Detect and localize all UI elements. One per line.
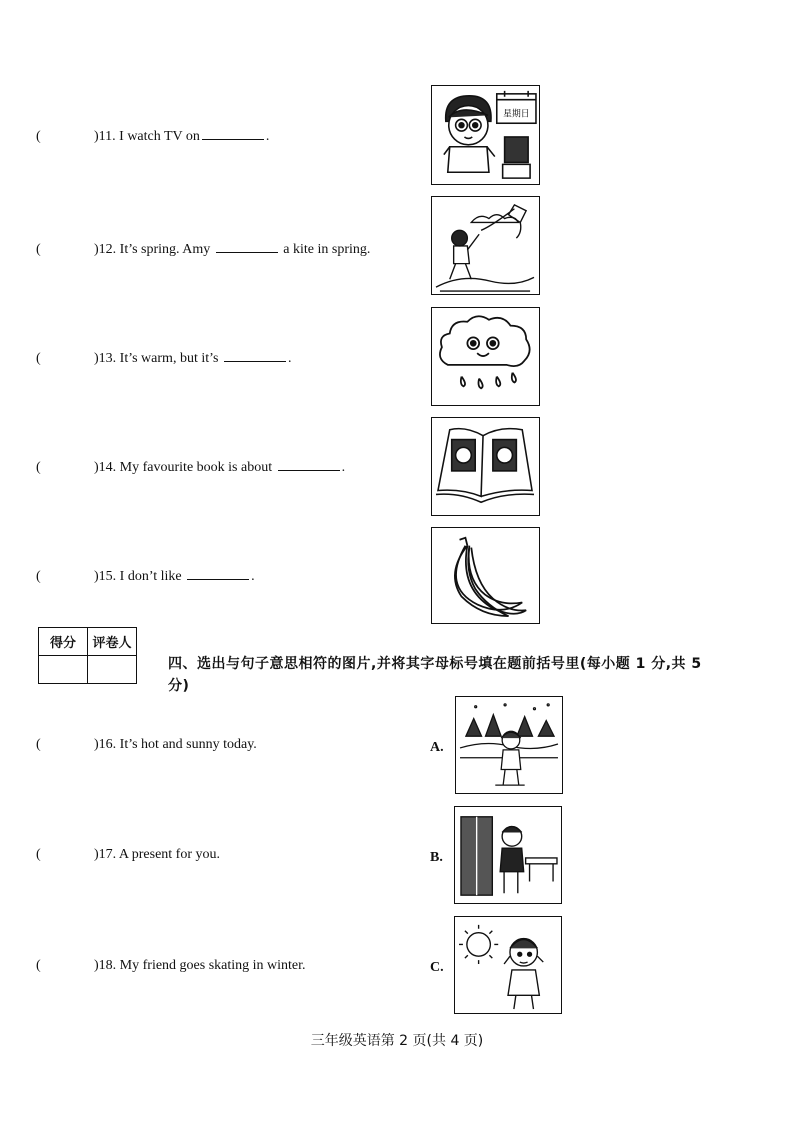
question-12: ( )12. It’s spring. Amy a kite in spring. <box>36 242 371 257</box>
score-cell[interactable] <box>39 656 88 684</box>
question-14: ( )14. My favourite book is about . <box>36 460 346 475</box>
banana-picture <box>431 527 540 624</box>
question-13: ( )13. It’s warm, but it’s . <box>36 351 292 366</box>
answer-blank[interactable] <box>216 241 278 253</box>
kite-picture <box>431 196 540 295</box>
option-a-letter: A. <box>430 740 444 755</box>
question-11: ( )11. I watch TV on . <box>36 129 270 144</box>
page-footer: 三年级英语第 2 页(共 4 页) <box>310 1033 484 1049</box>
question-15: ( )15. I don’t like . <box>36 569 255 584</box>
option-b-letter: B. <box>430 850 443 865</box>
calendar-label: 星期日 <box>503 109 530 120</box>
tv-picture <box>431 85 540 185</box>
book-picture <box>431 417 540 516</box>
grader-header: 评卷人 <box>88 628 137 656</box>
answer-blank[interactable] <box>202 128 264 140</box>
score-header: 得分 <box>39 628 88 656</box>
section-four-title: 四、选出与句子意思相符的图片,并将其字母标号填在题前括号里(每小题 1 分,共 5 分) <box>168 656 702 694</box>
grader-cell[interactable] <box>88 656 137 684</box>
score-box <box>38 627 137 684</box>
option-a-picture <box>455 696 563 794</box>
question-17: ( )17. A present for you. <box>36 847 220 862</box>
question-18: ( )18. My friend goes skating in winter. <box>36 958 306 973</box>
answer-blank[interactable] <box>224 350 286 362</box>
answer-blank[interactable] <box>278 459 340 471</box>
question-16: ( )16. It’s hot and sunny today. <box>36 737 257 752</box>
option-c-picture <box>454 916 562 1014</box>
option-c-letter: C. <box>430 960 444 975</box>
answer-blank[interactable] <box>187 568 249 580</box>
option-b-picture <box>454 806 562 904</box>
rain-picture <box>431 307 540 406</box>
